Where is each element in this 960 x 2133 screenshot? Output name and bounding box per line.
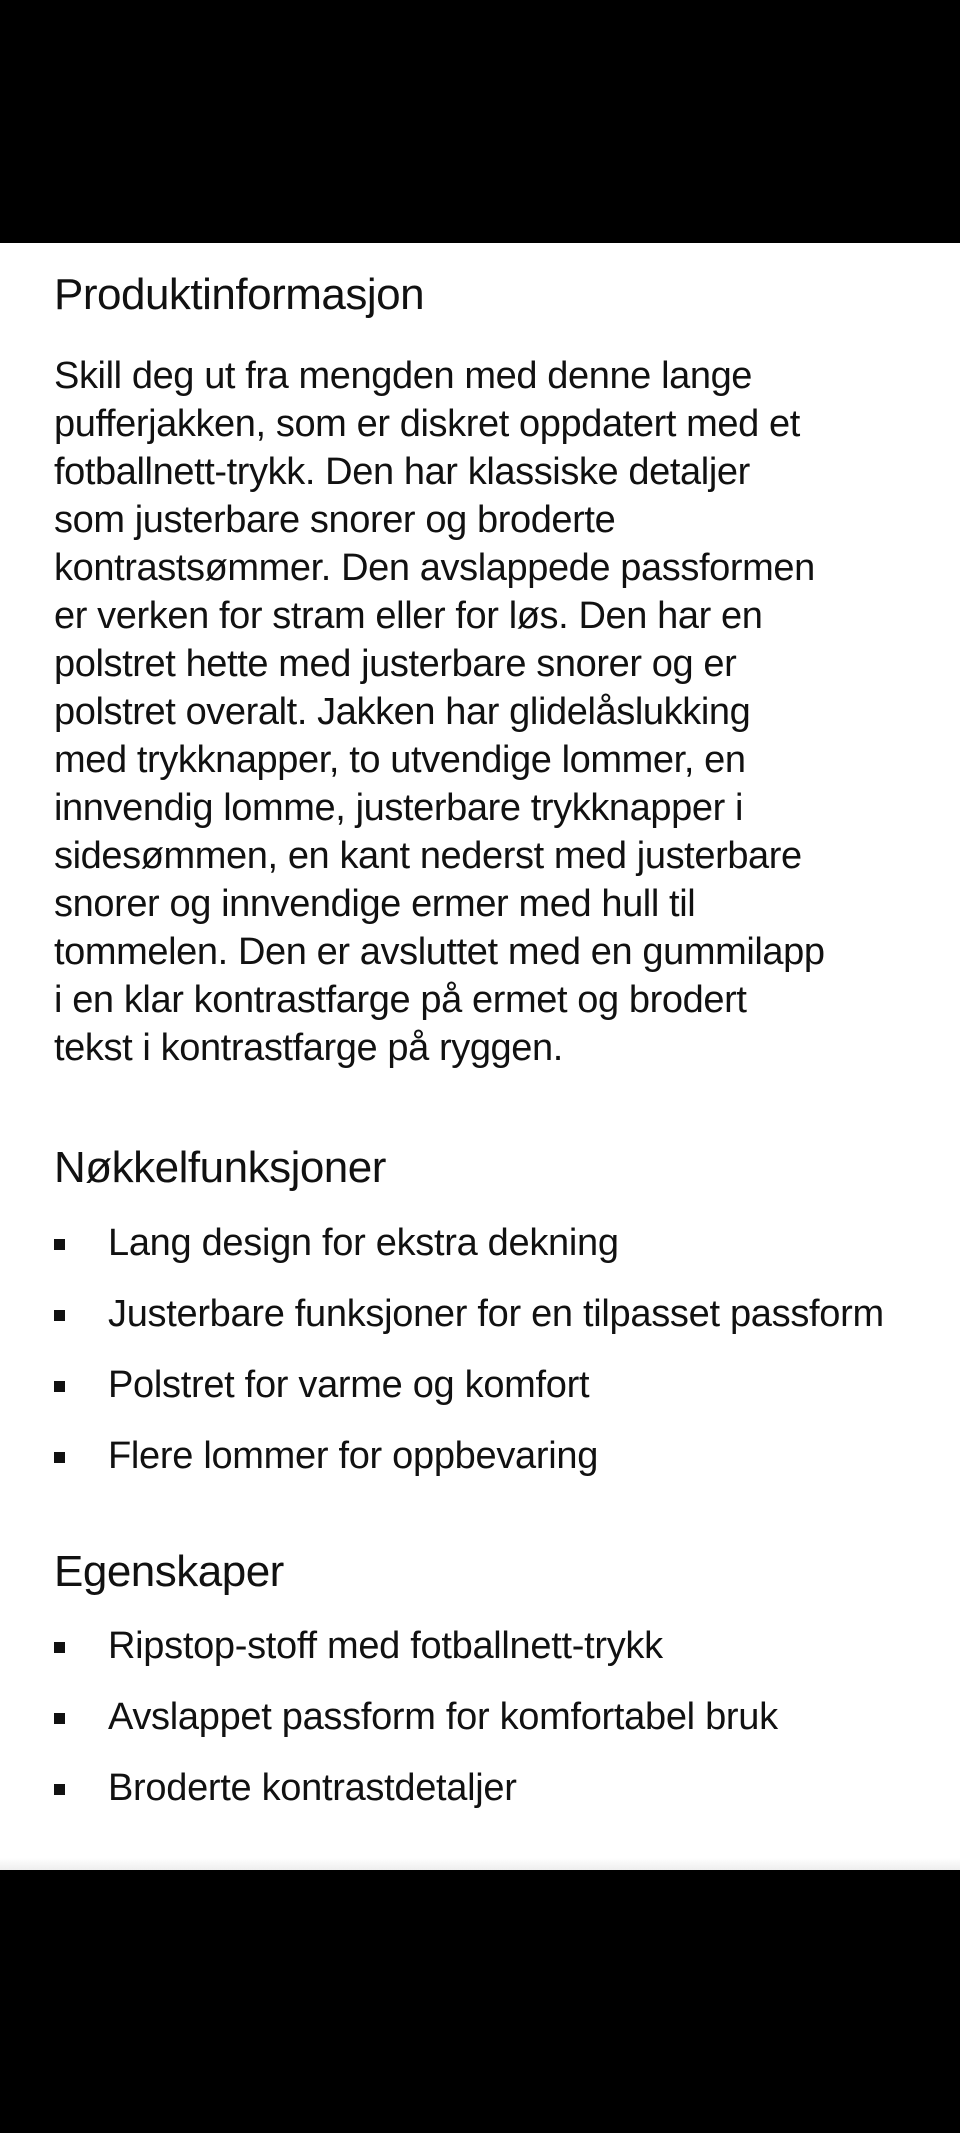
list-item (54, 1290, 934, 1338)
product-description: Skill deg ut fra mengden med denne lange pufferjakken, som er diskret oppdatert med et fotballnett-trykk. Den har klassiske detaljer som justerbare snorer og broderte kontrastsømmer. Den avslappede passformen er verken for stram eller for løs. Den har en polstret hette med justerbare snorer og er polstret overalt. Jakken har glidelåslukking med trykknapper, to utvendige lommer, en innvendig lomme, justerbare trykknapper i sidesømmen, en kant nederst med justerbare snorer og innvendige ermer med hull til tommelen. Den er avsluttet med en gummilapp i en klar kontrastfarge på ermet og brodert tekst i kontrastfarge på ryggen. (54, 354, 825, 1069)
bullet-icon (54, 1381, 65, 1392)
top-black-bar (0, 0, 960, 243)
list-item (54, 1219, 934, 1267)
list-item-text: Ripstop-stoff med fotballnett-trykk (108, 1625, 663, 1668)
list-item-text: Flere lommer for oppbevaring (108, 1434, 599, 1477)
bullet-icon (54, 1784, 65, 1795)
bullet-icon (54, 1642, 65, 1653)
list-item-text: Justerbare funksjoner for en tilpasset passform (108, 1292, 884, 1335)
list-item-text: Lang design for ekstra dekning (108, 1221, 619, 1264)
key-features-heading: Nøkkelfunksjoner (54, 1142, 386, 1192)
properties-list (54, 1622, 934, 1812)
key-features-section (54, 1142, 934, 1480)
list-item-text: Broderte kontrastdetaljer (108, 1767, 517, 1810)
list-item-text: Polstret for varme og komfort (108, 1363, 590, 1406)
product-details-panel (0, 243, 960, 1870)
bullet-icon (54, 1310, 65, 1321)
bullet-icon (54, 1452, 65, 1463)
product-info-heading: Produktinformasjon (54, 270, 425, 319)
list-item (54, 1432, 934, 1480)
key-features-list (54, 1219, 934, 1480)
list-item (54, 1361, 934, 1409)
bottom-shadow (0, 1858, 960, 1870)
list-item (54, 1622, 934, 1670)
bottom-black-bar (0, 1870, 960, 2133)
list-item (54, 1764, 934, 1812)
properties-heading: Egenskaper (54, 1546, 284, 1596)
bullet-icon (54, 1713, 65, 1724)
properties-section (54, 1546, 934, 1813)
list-item-text: Avslappet passform for komfortabel bruk (108, 1696, 778, 1739)
bullet-icon (54, 1239, 65, 1250)
list-item (54, 1693, 934, 1741)
product-details-content (54, 269, 934, 1835)
product-info-section (54, 269, 934, 1072)
